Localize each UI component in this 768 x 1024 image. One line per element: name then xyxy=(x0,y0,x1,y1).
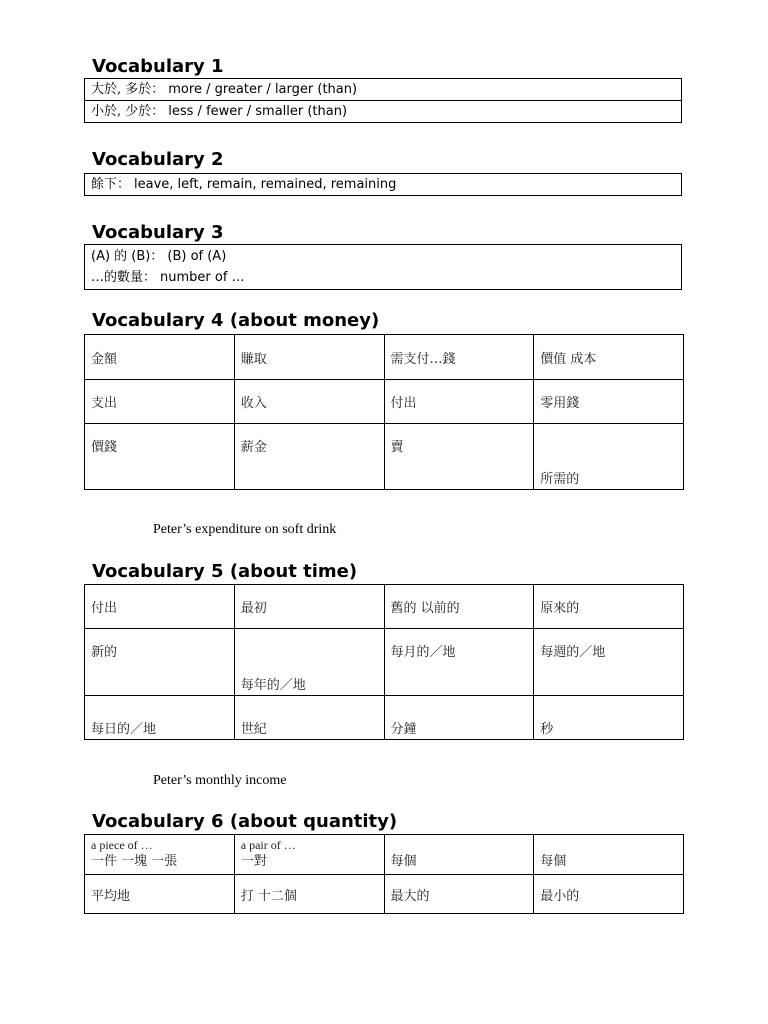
table-cell: 價錢 xyxy=(85,424,235,490)
vocab1-row-zh: 大於, 多於： xyxy=(91,82,165,97)
table-row xyxy=(85,380,684,424)
vocab5-title: Vocabulary 5 (about time) xyxy=(92,561,358,582)
table-cell: 所需的 xyxy=(534,424,684,490)
vocab1-row-en: less / fewer / smaller (than) xyxy=(168,104,348,119)
table-cell xyxy=(534,835,684,875)
table-cell: 世紀 xyxy=(234,696,384,740)
table-cell: 分鐘 xyxy=(384,696,534,740)
table-cell: 秒 xyxy=(534,696,684,740)
table-cell: 打 十二個 xyxy=(234,875,384,914)
table-cell: 新的 xyxy=(85,629,235,696)
table-cell: 最大的 xyxy=(384,875,534,914)
cell-chinese: 一件 一塊 一張 xyxy=(91,854,178,869)
vocab1-row xyxy=(85,79,681,100)
vocab2-row-zh: 餘下： xyxy=(91,177,131,192)
table-cell: 賣 xyxy=(384,424,534,490)
table-cell: 薪金 xyxy=(234,424,384,490)
table-cell: 最小的 xyxy=(534,875,684,914)
table-row xyxy=(85,424,684,490)
cell-chinese: 一對 xyxy=(240,854,267,869)
vocab2-title: Vocabulary 2 xyxy=(92,149,224,170)
table-cell: 付出 xyxy=(85,585,235,629)
table-cell: 每年的／地 xyxy=(234,629,384,696)
vocab2-box xyxy=(84,173,682,196)
table-row xyxy=(85,629,684,696)
vocab3-row xyxy=(85,267,681,288)
cell-english: a pair of … xyxy=(240,838,296,852)
vocab3-row-zh: …的數量： xyxy=(91,270,157,285)
vocab2-row-en: leave, left, remain, remained, remaining xyxy=(134,177,397,192)
table-row xyxy=(85,696,684,740)
table-row xyxy=(85,585,684,629)
table-cell xyxy=(384,835,534,875)
vocab6-table xyxy=(84,834,684,914)
table-cell xyxy=(234,835,384,875)
vocab3-row-zh: (A) 的 (B)： xyxy=(91,249,164,264)
vocab5-note: Peter’s monthly income xyxy=(153,773,287,788)
vocab3-box xyxy=(84,244,682,290)
vocab3-row xyxy=(85,246,681,267)
table-cell xyxy=(85,835,235,875)
vocab1-box xyxy=(84,78,682,123)
table-cell: 金額 xyxy=(85,335,235,380)
vocab4-table xyxy=(84,334,684,490)
table-cell: 原來的 xyxy=(534,585,684,629)
table-cell: 價值 成本 xyxy=(534,335,684,380)
vocab2-row xyxy=(85,174,681,195)
cell-english: a piece of … xyxy=(91,838,153,852)
vocab4-note: Peter’s expenditure on soft drink xyxy=(153,522,337,537)
table-cell: 平均地 xyxy=(85,875,235,914)
vocab1-row xyxy=(85,100,681,122)
cell-chinese: 每個 xyxy=(540,854,567,869)
cell-chinese: 每個 xyxy=(390,854,417,869)
vocab5-table xyxy=(84,584,684,740)
vocab1-title: Vocabulary 1 xyxy=(92,56,224,77)
table-cell: 舊的 以前的 xyxy=(384,585,534,629)
vocab3-title: Vocabulary 3 xyxy=(92,222,224,243)
table-cell: 收入 xyxy=(234,380,384,424)
table-cell: 每週的／地 xyxy=(534,629,684,696)
table-cell: 支出 xyxy=(85,380,235,424)
table-cell: 需支付…錢 xyxy=(384,335,534,380)
table-cell: 每日的／地 xyxy=(85,696,235,740)
table-row xyxy=(85,335,684,380)
table-cell: 零用錢 xyxy=(534,380,684,424)
table-cell: 每月的／地 xyxy=(384,629,534,696)
vocab6-title: Vocabulary 6 (about quantity) xyxy=(92,811,398,832)
table-cell: 付出 xyxy=(384,380,534,424)
table-row xyxy=(85,835,684,875)
vocab1-row-en: more / greater / larger (than) xyxy=(168,82,358,97)
vocab4-title: Vocabulary 4 (about money) xyxy=(92,310,380,331)
table-row xyxy=(85,875,684,914)
vocab3-row-en: (B) of (A) xyxy=(167,249,227,264)
vocab3-row-en: number of … xyxy=(160,270,245,285)
vocab1-row-zh: 小於, 少於： xyxy=(91,104,165,119)
table-cell: 最初 xyxy=(234,585,384,629)
table-cell: 賺取 xyxy=(234,335,384,380)
